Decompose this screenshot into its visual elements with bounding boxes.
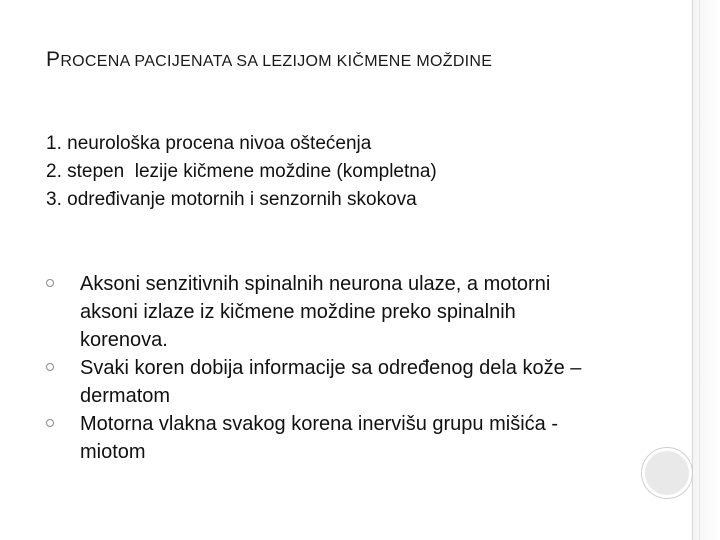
numbered-list	[46, 130, 646, 214]
slide-title	[46, 42, 646, 80]
bullet-item	[46, 270, 606, 354]
title-rest: ROCENA PACIJENATA SA LEZIJOM KIČMENE MOŽDINE	[60, 53, 493, 70]
decorative-circle	[642, 448, 692, 498]
numbered-item: 3. određivanje motornih i senzornih skokova	[46, 189, 417, 210]
numbered-item: 2. stepen lezije kičmene moždine (kompletna)	[46, 161, 437, 182]
numbered-item: 1. neurološka procena nivoa oštećenja	[46, 133, 372, 154]
bullet-text: Aksoni senzitivnih spinalnih neurona ulaze, a motorni aksoni izlaze iz kičmene moždine preko spinalnih korenova.	[80, 273, 551, 351]
bullet-circle-icon	[46, 363, 54, 371]
title-first-letter: P	[46, 48, 61, 71]
bullet-circle-icon	[46, 419, 54, 427]
bullet-item	[46, 354, 606, 410]
bullet-text: Motorna vlakna svakog korena inervišu grupu mišića - miotom	[80, 413, 558, 463]
bullet-circle-icon	[46, 279, 54, 287]
bullet-text: Svaki koren dobija informacije sa određenog dela kože – dermatom	[80, 357, 582, 407]
bullet-list	[46, 270, 606, 466]
bullet-item	[46, 410, 606, 466]
decorative-frame-line	[692, 0, 720, 540]
